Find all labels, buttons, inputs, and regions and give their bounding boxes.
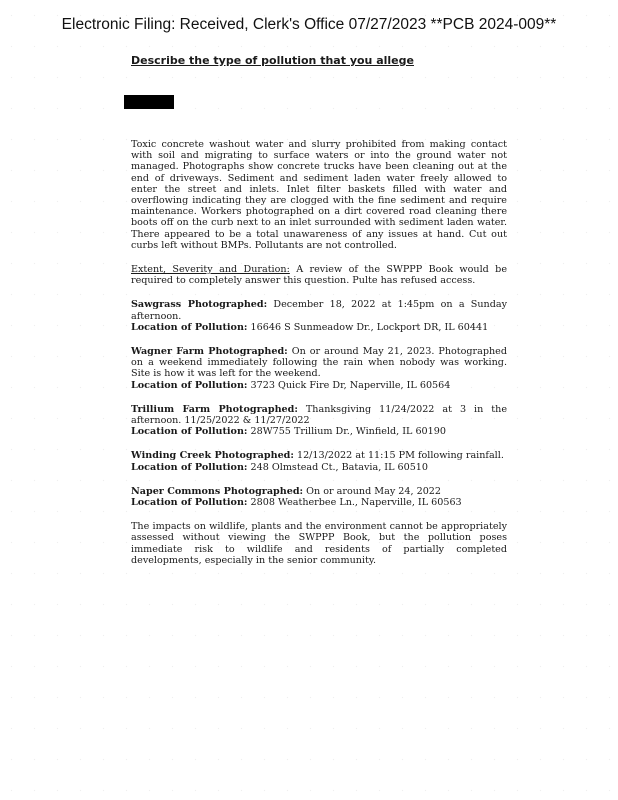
entry-location-label: Location of Pollution:: [131, 497, 248, 509]
extent-text: A review of the SWPPP Book would be required to completely answer this question. Pulte has refused access.: [131, 264, 507, 287]
entry-location-text: 248 Olmstead Ct., Batavia, IL 60510: [247, 461, 429, 473]
entry-photo-label: Trillium Farm Photographed:: [131, 403, 298, 415]
entry-location-text: 2808 Weatherbee Ln., Naperville, IL 60563: [247, 497, 462, 509]
entry-photo-text: On or around May 24, 2022: [303, 485, 442, 497]
entry-photo-label: Sawgrass Photographed:: [131, 299, 268, 311]
entry-photo-text: On or around May 21, 2023. Photographed on a weekend immediately following the rain when nobody was working. Site is how it was left for the weekend.: [131, 346, 507, 380]
extent-paragraph: [131, 264, 507, 286]
entry-photo-label: Winding Creek Photographed:: [131, 450, 294, 462]
entry-wagner-farm: [131, 346, 507, 391]
entry-location-label: Location of Pollution:: [131, 379, 248, 391]
extent-label: Extent, Severity and Duration:: [131, 264, 290, 276]
entry-location-label: Location of Pollution:: [131, 321, 248, 333]
entry-photo-text: 12/13/2022 at 11:15 PM following rainfall.: [293, 450, 504, 462]
entry-naper-commons: [131, 486, 507, 508]
entry-photo-label: Naper Commons Photographed:: [131, 485, 304, 497]
redaction-block: [124, 95, 174, 109]
entry-trillium-farm: [131, 404, 507, 438]
entry-winding-creek: [131, 450, 507, 472]
entry-photo-text: Thanksgiving 11/24/2022 at 3 in the afternoon. 11/25/2022 & 11/27/2022: [131, 403, 507, 427]
entry-photo-text: December 18, 2022 at 1:45pm on a Sunday afternoon.: [131, 299, 508, 322]
entry-location-text: 3723 Quick Fire Dr, Naperville, IL 60564: [247, 379, 451, 391]
closing-paragraph: The impacts on wildlife, plants and the environment cannot be appropriately assessed without viewing the SWPPP Book, but the pollution poses immediate risk to wildlife and residents of partially completed developments, especially in the senior community.: [131, 521, 507, 566]
section-heading: Describe the type of pollution that you allege: [131, 54, 414, 67]
entry-location-text: 28W755 Trillium Dr., Winfield, IL 60190: [247, 426, 446, 438]
document-body: [131, 139, 507, 579]
entry-photo-label: Wagner Farm Photographed:: [131, 346, 288, 358]
entry-location-label: Location of Pollution:: [131, 461, 248, 473]
entry-sawgrass: [131, 299, 507, 333]
entry-location-text: 16646 S Sunmeadow Dr., Lockport DR, IL 60441: [247, 321, 489, 333]
pollution-description-paragraph: Toxic concrete washout water and slurry prohibited from making contact with soil and migrating to surface waters or into the ground water not managed. Photographs show concrete trucks have been cleaning out at the end of driveways. Sediment and sediment laden water freely allowed to enter the street and inlets. Inlet filter baskets filled with water and overflowing indicating they are clogged with the fine sediment and require maintenance. Workers photographed on a dirt covered road cleaning there boots off on the curb next to an inlet surrounded with sediment laden water. There appeared to be a total unawareness of any issues at hand. Cut out curbs left without BMPs. Pollutants are not controlled.: [131, 139, 507, 251]
entry-location-label: Location of Pollution:: [131, 426, 248, 438]
filing-stamp-header: Electronic Filing: Received, Clerk's Office 07/27/2023 **PCB 2024-009**: [61, 16, 557, 33]
